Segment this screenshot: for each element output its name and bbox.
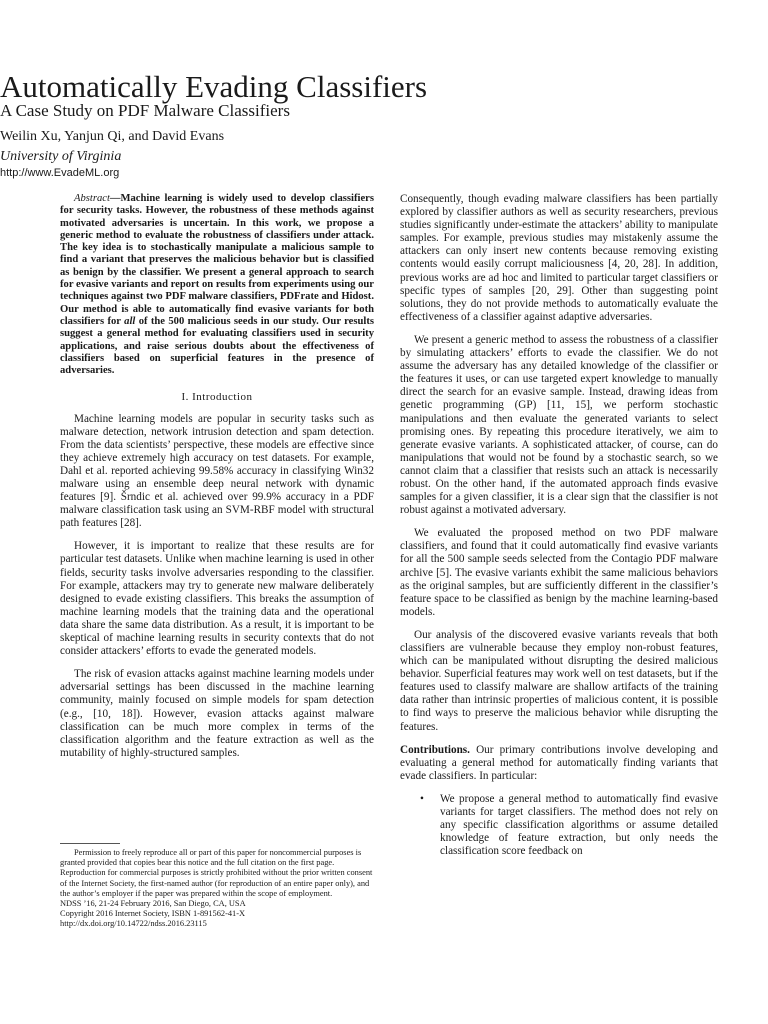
- abstract-text-1: —Machine learning is widely used to develop classifiers for security tasks. However, the robustness of these methods against motivated adversaries is uncertain. In this work, we propose a generic method to evaluate the robustness of classifiers under attack. The key idea is to stochastically manipulate a malicious sample to find a variant that preserves the malicious behavior but is classified as benign by the classifier. We present a general approach to search for evasive variants and report on results from experiments using our techniques against two PDF malware classifiers, PDFrate and Hidost. Our method is able to automatically find evasive variants for both classifiers for: [60, 193, 374, 327]
- intro-paragraph-2: However, it is important to realize that these results are for particular test datasets. Unlike when machine learning is used in other fields, security tasks involve adversaries responding to the classifier. For example, attackers may try to generate new malware deliberately designed to evade existing classifiers. This breaks the assumption of machine learning models that the training data and the operational data share the same data distribution. As a result, it is important to be skeptical of machine learning results in security contexts that do not consider attackers’ efforts to evade the generated models.: [60, 540, 374, 658]
- contributions-text: Our primary contributions involve developing and evaluating a general method for automatically finding variants that evade classifiers. In particular:: [400, 743, 718, 782]
- footnote-permission: Permission to freely reproduce all or part of this paper for noncommercial purposes is granted provided that copies bear this notice and the full citation on the first page. Reproduction for commercial purposes is strictly prohibited without the prior written consent of the Internet Society, the first-named author (for reproduction of an entire paper only), and the author’s employer if the paper was prepared within the scope of employment.: [60, 848, 373, 898]
- intro-paragraph-6: We evaluated the proposed method on two PDF malware classifiers, and found that it could automatically find evasive variants for all the 500 sample seeds selected from the Contagio PDF malware archive [5]. The evasive variants exhibit the same malicious behaviors as the original samples, but are sufficiently different in the classifier’s feature space to be classified as benign by the machine learning-based models.: [400, 527, 718, 618]
- left-column: [60, 193, 374, 770]
- intro-paragraph-7: Our analysis of the discovered evasive variants reveals that both classifiers are vulnerable because they employ non-robust features, which can be manipulated without disrupting the desired malicious behavior. Superficial features may work well on test datasets, but if the features used to classify malware are shallow artifacts of the training data rather than intrinsic properties of malicious content, it is possible to find ways to preserve the malicious behavior while disrupting the features.: [400, 628, 718, 733]
- paper-authors: Weilin Xu, Yanjun Qi, and David Evans: [0, 129, 225, 144]
- footnote: [60, 848, 374, 930]
- paper-affiliation: University of Virginia: [0, 149, 122, 164]
- intro-paragraph-3: The risk of evasion attacks against machine learning models under adversarial settings has been discussed in the machine learning community, mainly focused on simple models for spam detection (e.g., [10, 18]). However, evasion attacks against malware classification can be much more complex in terms of the classification algorithm and the feature extraction as well as the mutability of highly-structured samples.: [60, 668, 374, 759]
- abstract-italic: all: [124, 315, 136, 327]
- intro-paragraph-5: We present a generic method to assess the robustness of a classifier by simulating attackers’ efforts to evade the classifier. We do not assume the adversary has any detailed knowledge of the classifier or the features it uses, or can use targeted expert knowledge to manually direct the search for an evasive sample. Instead, drawing ideas from genetic programming (GP) [11, 15], we perform stochastic manipulations and then evaluate the generated variants to select promising ones. By repeating this procedure iteratively, we aim to generate evasive variants. A sophisticated attacker, of course, can do manipulations that would not be found by a stochastic search, so we cannot claim that a classifier that resists such an attack is necessarily robust. On the other hand, if the automated approach finds evasive samples for a given classifier, it is a clear sign that the classifier is not robust against a motivated adversary.: [400, 333, 718, 517]
- paper-url[interactable]: http://www.EvadeML.org: [0, 167, 120, 179]
- contributions-list: [400, 793, 718, 858]
- bullet-icon: •: [420, 792, 424, 805]
- abstract-lead: Abstract: [74, 193, 110, 204]
- footnote-conference: NDSS ’16, 21-24 February 2016, San Diego, CA, USA: [60, 899, 246, 909]
- intro-paragraph-1: Machine learning models are popular in security tasks such as malware detection, network intrusion detection and spam detection. From the data scientists’ perspective, these models are effective since they achieve extremely high accuracy on test datasets. For example, Dahl et al. reported achieving 99.58% accuracy in classifying Win32 malware using an ensemble deep neural network with dynamic features [9]. Šrndic et al. achieved over 99.9% accuracy in a PDF malware classification task using an SVM-RBF model with structural path features [28].: [60, 412, 374, 530]
- section-heading-introduction: I. Introduction: [181, 391, 253, 404]
- list-item: [400, 793, 718, 858]
- paper-title: Automatically Evading Classifiers: [0, 69, 428, 104]
- abstract-text-2: of the 500 malicious seeds in our study. Our results suggest a general method for evaluating classifiers used in security applications, and raise serious doubts about the effectiveness of classifiers based on superficial features in the presence of adversaries.: [60, 315, 374, 377]
- abstract: [60, 193, 374, 377]
- contributions-heading: Contributions.: [400, 743, 470, 756]
- paper-subtitle: A Case Study on PDF Malware Classifiers: [0, 101, 290, 120]
- contributions-paragraph: [400, 744, 718, 783]
- footnote-doi[interactable]: http://dx.doi.org/10.14722/ndss.2016.23115: [60, 919, 207, 929]
- right-column: [400, 193, 718, 858]
- intro-paragraph-4: Consequently, though evading malware classifiers has been partially explored by classifier authors as well as security researchers, previous studies significantly under-estimate the attackers’ ability to manipulate samples. For example, previous studies may mistakenly assume the attackers can only insert new contents because removing existing contents would easily corrupt maliciousness [4, 20, 28]. In addition, previous works are ad hoc and limited to particular target classifiers or specific types of samples [20, 29]. Other than suggesting point solutions, they do not provide methods to automatically evaluate the effectiveness of a classifier against adaptive adversaries.: [400, 193, 718, 323]
- footnote-copyright: Copyright 2016 Internet Society, ISBN 1-891562-41-X: [60, 909, 246, 919]
- footnote-rule: [60, 843, 120, 844]
- contribution-bullet-1: We propose a general method to automatically find evasive variants for target classifiers. The method does not rely on any specific classification algorithms or assume detailed knowledge of feature extraction, but only needs the classification score feedback on: [440, 792, 718, 858]
